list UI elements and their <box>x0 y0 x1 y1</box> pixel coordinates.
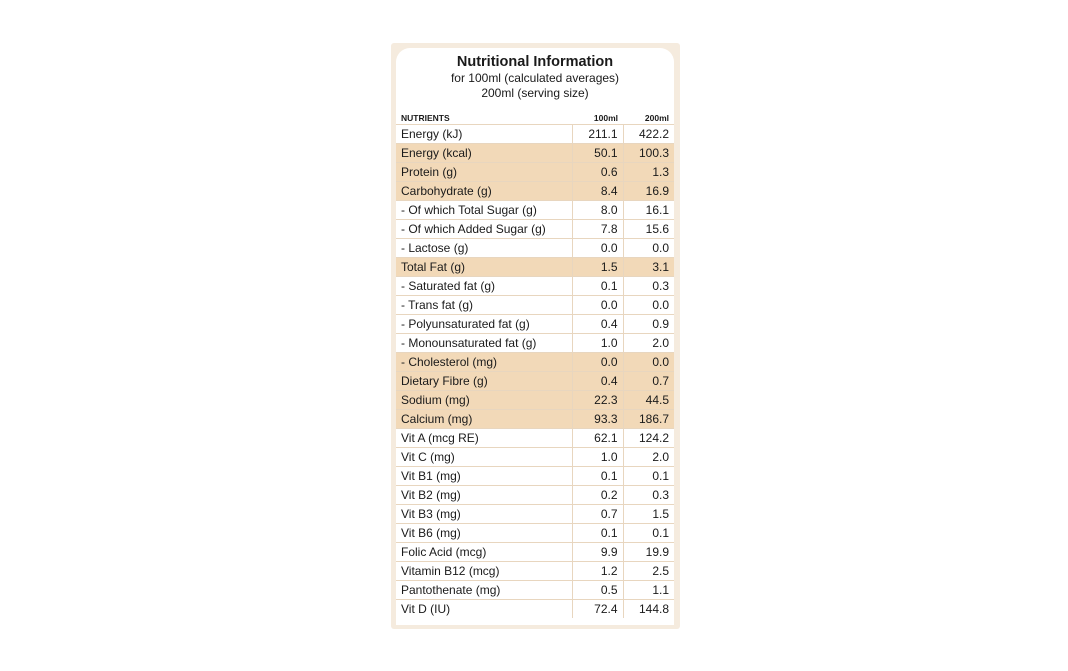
value-100ml: 0.0 <box>572 353 623 372</box>
value-200ml: 0.3 <box>623 486 674 505</box>
nutrient-name: - Saturated fat (g) <box>396 277 572 296</box>
value-200ml: 0.0 <box>623 239 674 258</box>
table-row <box>396 448 674 467</box>
table-row <box>396 581 674 600</box>
value-100ml: 0.4 <box>572 315 623 334</box>
label-title: Nutritional Information <box>456 54 614 70</box>
value-100ml: 0.1 <box>572 524 623 543</box>
nutrient-name: Carbohydrate (g) <box>396 182 572 201</box>
value-200ml: 0.3 <box>623 277 674 296</box>
table-row <box>396 486 674 505</box>
value-100ml: 9.9 <box>572 543 623 562</box>
value-200ml: 422.2 <box>623 125 674 144</box>
value-100ml: 1.0 <box>572 448 623 467</box>
nutrient-name: Calcium (mg) <box>396 410 572 429</box>
value-100ml: 93.3 <box>572 410 623 429</box>
nutrient-name: Vit A (mcg RE) <box>396 429 572 448</box>
table-row <box>396 334 674 353</box>
value-100ml: 62.1 <box>572 429 623 448</box>
label-subtitle-per-100ml: for 100ml (calculated averages) <box>450 71 620 85</box>
value-200ml: 2.0 <box>623 334 674 353</box>
value-200ml: 0.1 <box>623 467 674 486</box>
table-row <box>396 277 674 296</box>
value-100ml: 1.2 <box>572 562 623 581</box>
nutrient-name: Total Fat (g) <box>396 258 572 277</box>
table-row <box>396 562 674 581</box>
value-200ml: 0.1 <box>623 524 674 543</box>
value-200ml: 16.1 <box>623 201 674 220</box>
value-100ml: 0.1 <box>572 467 623 486</box>
nutrient-name: Vit B1 (mg) <box>396 467 572 486</box>
table-row <box>396 410 674 429</box>
value-100ml: 8.4 <box>572 182 623 201</box>
table-header-row <box>396 106 674 125</box>
value-200ml: 2.5 <box>623 562 674 581</box>
value-100ml: 0.0 <box>572 239 623 258</box>
nutrient-name: Vitamin B12 (mcg) <box>396 562 572 581</box>
table-row <box>396 524 674 543</box>
nutrition-table-wrap <box>396 106 674 618</box>
nutrient-name: - Polyunsaturated fat (g) <box>396 315 572 334</box>
value-200ml: 0.0 <box>623 296 674 315</box>
value-200ml: 0.7 <box>623 372 674 391</box>
nutrient-name: - Trans fat (g) <box>396 296 572 315</box>
value-100ml: 0.6 <box>572 163 623 182</box>
table-row <box>396 296 674 315</box>
value-200ml: 1.3 <box>623 163 674 182</box>
header-nutrients: NUTRIENTS <box>401 113 450 123</box>
value-100ml: 22.3 <box>572 391 623 410</box>
value-100ml: 0.4 <box>572 372 623 391</box>
nutrient-name: Vit D (IU) <box>396 600 572 619</box>
value-200ml: 1.1 <box>623 581 674 600</box>
table-row <box>396 220 674 239</box>
value-200ml: 124.2 <box>623 429 674 448</box>
value-200ml: 100.3 <box>623 144 674 163</box>
nutrient-name: Folic Acid (mcg) <box>396 543 572 562</box>
nutrient-name: Protein (g) <box>396 163 572 182</box>
table-row <box>396 429 674 448</box>
nutrient-name: Pantothenate (mg) <box>396 581 572 600</box>
value-100ml: 0.0 <box>572 296 623 315</box>
table-row <box>396 505 674 524</box>
table-row <box>396 201 674 220</box>
table-row <box>396 467 674 486</box>
value-100ml: 0.7 <box>572 505 623 524</box>
table-row <box>396 315 674 334</box>
value-100ml: 0.2 <box>572 486 623 505</box>
label-header <box>396 48 674 101</box>
nutrient-name: Sodium (mg) <box>396 391 572 410</box>
nutrient-name: - Lactose (g) <box>396 239 572 258</box>
value-200ml: 3.1 <box>623 258 674 277</box>
nutrient-name: - Of which Total Sugar (g) <box>396 201 572 220</box>
table-row <box>396 239 674 258</box>
value-100ml: 211.1 <box>572 125 623 144</box>
table-row <box>396 391 674 410</box>
table-row <box>396 258 674 277</box>
value-100ml: 0.1 <box>572 277 623 296</box>
value-100ml: 72.4 <box>572 600 623 619</box>
nutrient-name: Dietary Fibre (g) <box>396 372 572 391</box>
value-200ml: 0.0 <box>623 353 674 372</box>
nutrition-rows <box>396 125 674 619</box>
value-200ml: 186.7 <box>623 410 674 429</box>
nutrition-label <box>396 48 674 625</box>
value-100ml: 0.5 <box>572 581 623 600</box>
nutrient-name: - Monounsaturated fat (g) <box>396 334 572 353</box>
value-200ml: 144.8 <box>623 600 674 619</box>
header-100ml: 100ml <box>593 113 618 123</box>
table-row <box>396 144 674 163</box>
table-row <box>396 600 674 619</box>
nutrient-name: - Of which Added Sugar (g) <box>396 220 572 239</box>
table-row <box>396 163 674 182</box>
value-200ml: 2.0 <box>623 448 674 467</box>
nutrient-name: Vit C (mg) <box>396 448 572 467</box>
nutrient-name: Vit B3 (mg) <box>396 505 572 524</box>
label-subtitle-serving: 200ml (serving size) <box>481 86 589 100</box>
nutrient-name: Energy (kJ) <box>396 125 572 144</box>
value-200ml: 16.9 <box>623 182 674 201</box>
nutrient-name: Energy (kcal) <box>396 144 572 163</box>
table-row <box>396 353 674 372</box>
table-row <box>396 125 674 144</box>
value-100ml: 1.0 <box>572 334 623 353</box>
nutrient-name: Vit B2 (mg) <box>396 486 572 505</box>
table-row <box>396 372 674 391</box>
value-200ml: 19.9 <box>623 543 674 562</box>
nutrient-name: - Cholesterol (mg) <box>396 353 572 372</box>
value-200ml: 0.9 <box>623 315 674 334</box>
table-row <box>396 543 674 562</box>
value-100ml: 7.8 <box>572 220 623 239</box>
value-100ml: 8.0 <box>572 201 623 220</box>
value-200ml: 1.5 <box>623 505 674 524</box>
nutrient-name: Vit B6 (mg) <box>396 524 572 543</box>
nutrition-table <box>396 106 674 618</box>
table-row <box>396 182 674 201</box>
value-200ml: 44.5 <box>623 391 674 410</box>
value-100ml: 50.1 <box>572 144 623 163</box>
value-100ml: 1.5 <box>572 258 623 277</box>
value-200ml: 15.6 <box>623 220 674 239</box>
header-200ml: 200ml <box>644 113 669 123</box>
